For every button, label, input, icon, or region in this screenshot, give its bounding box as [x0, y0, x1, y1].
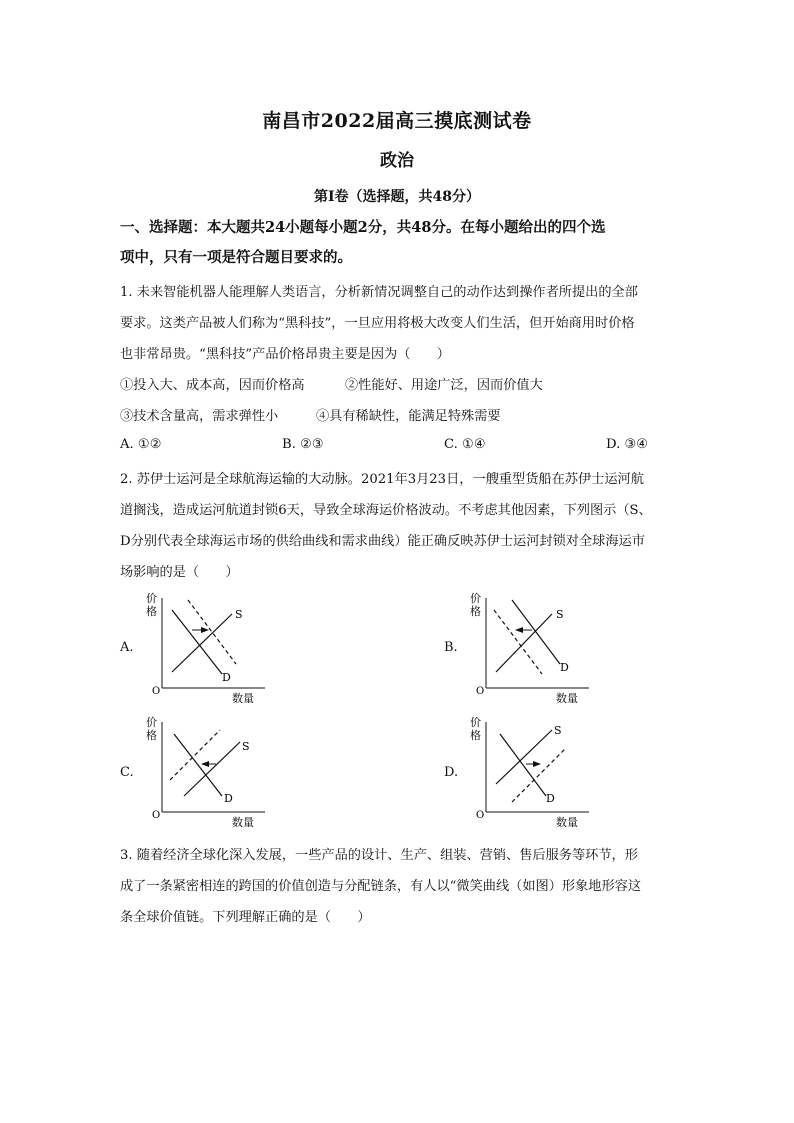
x-label: 数量 [556, 816, 578, 829]
q2-option-d-label[interactable]: D. [444, 765, 459, 780]
q2-graph-d [464, 712, 594, 832]
q2-option-a-label[interactable]: A. [120, 640, 134, 655]
demand-label: D [546, 792, 555, 805]
x-label: 数量 [556, 692, 578, 705]
y-label-top: 价 [470, 592, 481, 605]
section-instruction-line1: 一、选择题：本大题共24小题每小题2分，共48分。在每小题给出的四个选 [120, 219, 606, 236]
q1-stem-line2: 要求。这类产品被人们称为“黑科技”，一旦应用将极大改变人们生活，但开始商用时价格 [120, 316, 635, 331]
y-label-bottom: 格 [470, 605, 481, 618]
supply-shifted-curve [170, 730, 220, 780]
supply-label: S [556, 608, 564, 621]
q2-option-c-label[interactable]: C. [120, 765, 134, 780]
q2-stem-line3: D分别代表全球海运市场的供给曲线和需求曲线）能正确反映苏伊士运河封锁对全球海运市 [120, 534, 645, 549]
demand-label: D [222, 671, 231, 684]
origin-label: O [476, 810, 485, 821]
q2-graph-c [140, 712, 270, 832]
x-label: 数量 [232, 692, 254, 705]
q2-option-b-label[interactable]: B. [444, 640, 458, 655]
q1-stem-line3: 也非常昂贵。“黑科技”产品价格昂贵主要是因为（ ） [120, 347, 450, 362]
q1-statement-3: ③技术含量高，需求弹性小 [120, 409, 279, 424]
q3-stem-line3: 条全球价值链。下列理解正确的是（ ） [120, 910, 371, 925]
y-label-bottom: 格 [470, 729, 481, 742]
origin-label: O [152, 686, 161, 697]
demand-label: D [560, 661, 569, 674]
origin-label: O [152, 810, 161, 821]
q1-statement-4: ④具有稀缺性，能满足特殊需要 [316, 409, 501, 424]
q1-option-b[interactable]: B. ②③ [282, 437, 324, 452]
y-label-bottom: 格 [146, 729, 157, 742]
demand-curve [500, 734, 546, 796]
supply-curve [184, 742, 240, 796]
q1-statement-2: ②性能好、用途广泛，因而价值大 [345, 378, 543, 393]
exam-subject: 政治 [380, 151, 414, 171]
supply-curve [172, 614, 232, 672]
q2-graph-b [464, 588, 594, 708]
demand-label: D [224, 792, 233, 805]
q2-graph-a [140, 588, 270, 708]
y-label-top: 价 [470, 716, 481, 729]
x-label: 数量 [232, 816, 254, 829]
y-label-top: 价 [146, 716, 157, 729]
y-label-bottom: 格 [146, 605, 157, 618]
q1-option-a[interactable]: A. ①② [120, 437, 162, 452]
q1-stem-line1: 1. 未来智能机器人能理解人类语言，分析新情况调整自己的动作达到操作者所提出的全部 [120, 285, 638, 300]
demand-curve [512, 600, 560, 664]
demand-shifted-curve [494, 610, 542, 674]
origin-label: O [476, 686, 485, 697]
q3-stem-line2: 成了一条紧密相连的跨国的价值创造与分配链条，有人以“微笑曲线（如图）形象地形容这 [120, 879, 642, 894]
section-instruction-line2: 项中，只有一项是符合题目要求的。 [120, 249, 352, 266]
q3-stem-line1: 3. 随着经济全球化深入发展，一些产品的设计、生产、组装、营销、售后服务等环节，形 [120, 848, 638, 863]
q1-option-c[interactable]: C. ①④ [444, 437, 486, 452]
demand-shifted-curve [188, 600, 236, 664]
q1-option-d[interactable]: D. ③④ [606, 437, 649, 452]
supply-curve [496, 730, 552, 784]
supply-shifted-curve [512, 748, 566, 802]
demand-curve [174, 734, 222, 796]
y-label-top: 价 [146, 592, 157, 605]
q2-stem-line4: 场影响的是（ ） [120, 565, 239, 580]
q2-stem-line1: 2. 苏伊士运河是全球航海运输的大动脉。2021年3月23日，一艘重型货船在苏伊士运河航 [120, 472, 644, 487]
supply-label: S [554, 724, 562, 737]
supply-label: S [235, 608, 243, 621]
exam-title: 南昌市2022届高三摸底测试卷 [262, 110, 532, 132]
part-heading: 第Ⅰ卷（选择题，共48分） [313, 189, 481, 205]
q2-stem-line2: 道搁浅，造成运河航道封锁6天，导致全球海运价格波动。不考虑其他因素，下列图示（S、 [120, 503, 652, 518]
q1-statement-1: ①投入大、成本高，因而价格高 [120, 378, 305, 393]
supply-label: S [242, 740, 250, 753]
